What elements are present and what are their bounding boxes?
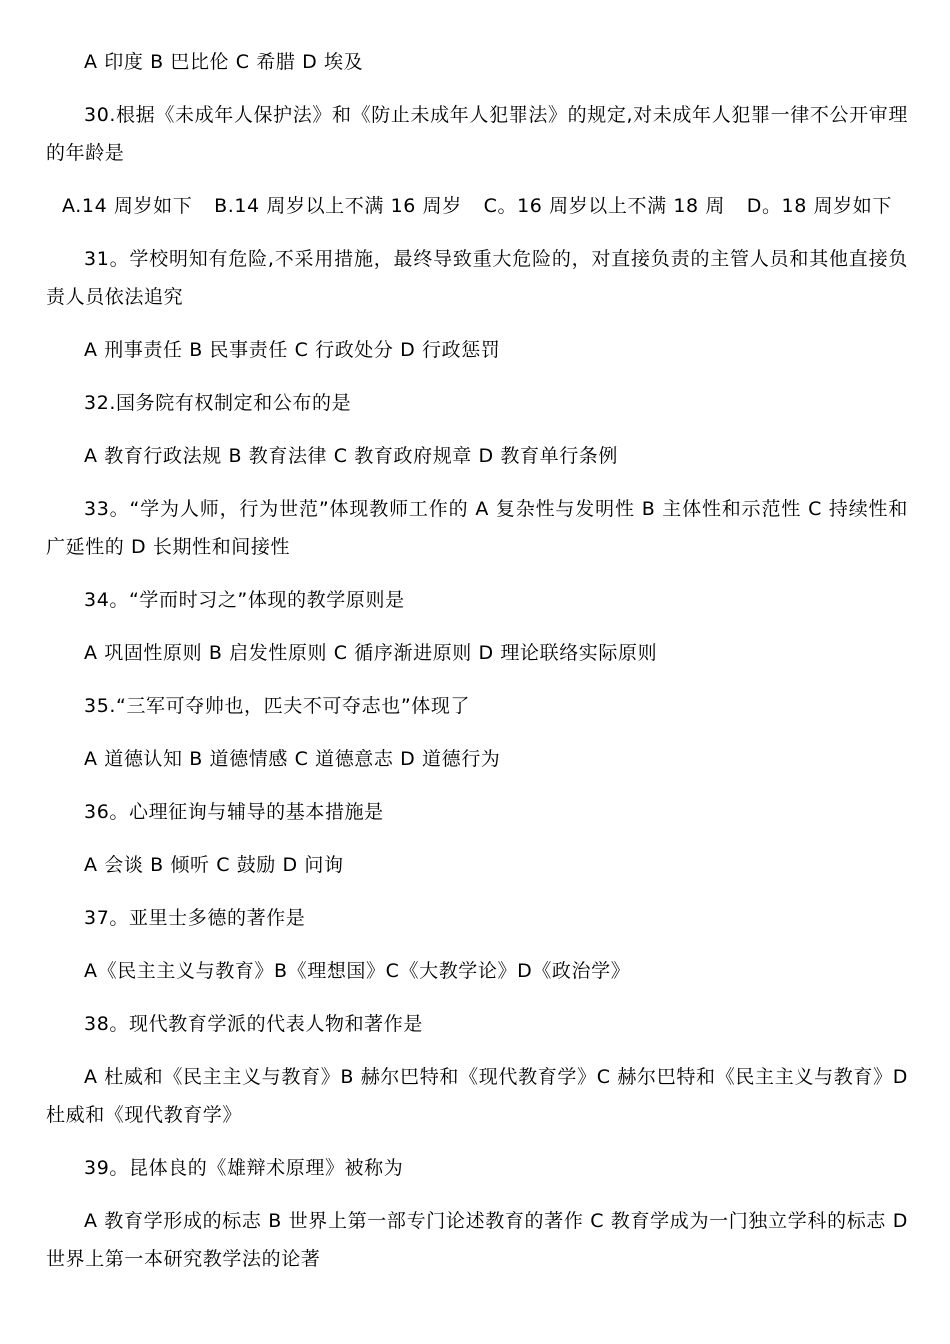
q36-question: 36。心理征询与辅导的基本措施是 [84,801,384,823]
q34-options: A 巩固性原则 B 启发性原则 C 循序渐进原则 D 理论联络实际原则 [84,642,658,664]
q39-options: A 教育学形成的标志 B 世界上第一部专门论述教育的著作 C 教育学成为一门独立学科的标志 D 世界上第一本研究教学法的论著 [46,1210,908,1270]
q31-options: A 刑事责任 B 民事责任 C 行政处分 D 行政惩罚 [84,339,501,361]
q37-options: A《民主主义与教育》B《理想国》C《大教学论》D《政治学》 [84,960,631,982]
q31-question: 31。学校明知有危险,不采用措施，最终导致重大危险的，对直接负责的主管人员和其他直接负责人员依法追究 [46,248,908,308]
q32-options: A 教育行政法规 B 教育法律 C 教育政府规章 D 教育单行条例 [84,445,619,467]
q38-options: A 杜威和《民主主义与教育》B 赫尔巴特和《现代教育学》C 赫尔巴特和《民主主义与教育》D 杜威和《现代教育学》 [46,1066,908,1126]
q34-question: 34。“学而时习之”体现的教学原则是 [84,589,405,611]
q29-options: A 印度 B 巴比伦 C 希腊 D 埃及 [84,51,364,73]
q30-question: 30.根据《未成年人保护法》和《防止未成年人犯罪法》的规定,对未成年人犯罪一律不公开审理的年龄是 [46,104,908,164]
q38-question: 38。现代教育学派的代表人物和著作是 [84,1013,423,1035]
q30-option-b: B.14 周岁以上不满 16 周岁 [214,195,462,217]
q37-question: 37。亚里士多德的著作是 [84,907,306,929]
q36-options: A 会谈 B 倾听 C 鼓励 D 问询 [84,854,344,876]
q35-question: 35.“三军可夺帅也，匹夫不可夺志也”体现了 [84,695,471,717]
q30-option-c: C。16 周岁以上不满 18 周 [483,195,725,217]
q35-options: A 道德认知 B 道德情感 C 道德意志 D 道德行为 [84,748,501,770]
q30-option-a: A.14 周岁如下 [62,195,193,217]
q33-question: 33。“学为人师，行为世范”体现教师工作的 A 复杂性与发明性 B 主体性和示范性 C 持续性和广延性的 D 长期性和间接性 [46,498,908,558]
q32-question: 32.国务院有权制定和公布的是 [84,392,352,414]
q30-options [62,193,892,219]
q30-option-d: D。18 周岁如下 [746,195,892,217]
q39-question: 39。昆体良的《雄辩术原理》被称为 [84,1157,404,1179]
